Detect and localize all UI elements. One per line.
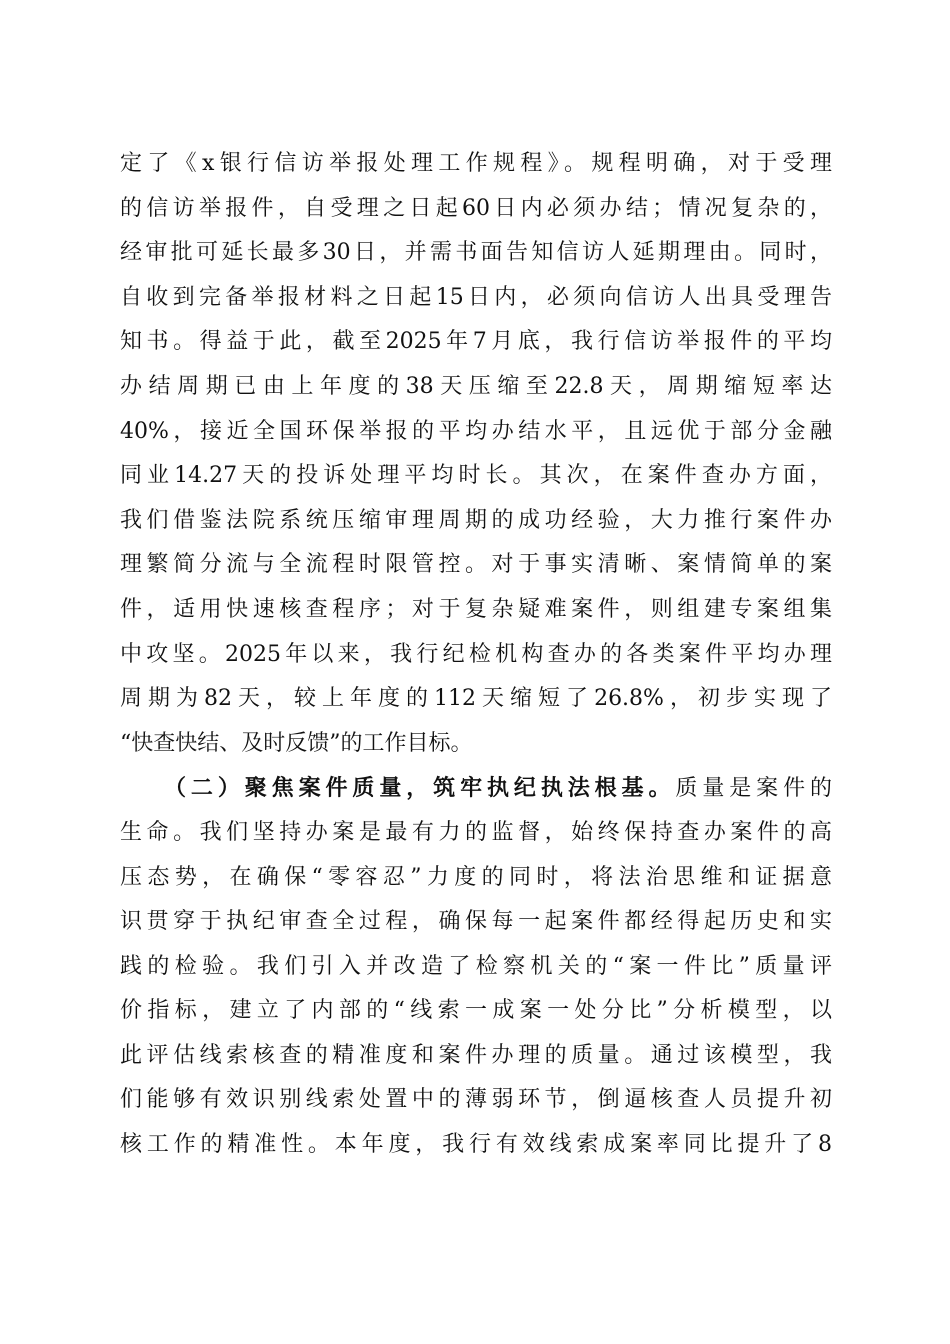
text-line: 的信访举报件，自受理之日起60日内必须办结；情况复杂的， <box>120 195 832 221</box>
text-line: 自收到完备举报材料之日起15日内，必须向信访人出具受理告 <box>120 284 832 310</box>
text-line: 知书。得益于此，截至2025年7月底，我行信访举报件的平均 <box>120 329 832 355</box>
text-line: 核工作的精准性。本年度，我行有效线索成案率同比提升了8 <box>120 1132 832 1158</box>
text-line: 周期为82天，较上年度的112天缩短了26.8%，初步实现了 <box>120 686 832 712</box>
text-line: 同业14.27天的投诉处理平均时长。其次，在案件查办方面， <box>120 463 832 489</box>
text-line: 件，适用快速核查程序；对于复杂疑难案件，则组建专案组集 <box>120 596 832 622</box>
text-line: 40%，接近全国环保举报的平均办结水平，且远优于部分金融 <box>120 418 832 444</box>
text-line: 我们借鉴法院系统压缩审理周期的成功经验，大力推行案件办 <box>120 507 832 533</box>
text-line: “快查快结、及时反馈”的工作目标。 <box>120 730 473 756</box>
text-line: 此评估线索核查的精准度和案件办理的质量。通过该模型，我 <box>120 1042 832 1068</box>
paragraph-2 <box>120 766 832 1167</box>
text-line: 价指标，建立了内部的“线索一成案一处分比”分析模型，以 <box>120 998 832 1024</box>
text-line: 们能够有效识别线索处置中的薄弱环节，倒逼核查人员提升初 <box>120 1087 832 1113</box>
paragraph-1 <box>120 142 832 766</box>
text-line: 中攻坚。2025年以来，我行纪检机构查办的各类案件平均办理 <box>120 641 832 667</box>
text-line: 压态势，在确保“零容忍”力度的同时，将法治思维和证据意 <box>120 864 832 890</box>
section-heading-continuation: 质量是案件的 <box>675 776 832 802</box>
section-heading: （二）聚焦案件质量，筑牢执纪执法根基。 <box>164 775 676 802</box>
text-line: 定了《x银行信访举报处理工作规程》。规程明确，对于受理 <box>120 151 832 176</box>
text-line: 践的检验。我们引入并改造了检察机关的“案一件比”质量评 <box>120 953 832 979</box>
text-line: 生命。我们坚持办案是最有力的监督，始终保持查办案件的高 <box>120 819 832 845</box>
text-line: 办结周期已由上年度的38天压缩至22.8天，周期缩短率达 <box>120 373 832 399</box>
paragraph-2-first-line <box>120 766 832 811</box>
text-line: 识贯穿于执纪审查全过程，确保每一起案件都经得起历史和实 <box>120 909 832 935</box>
text-line: 经审批可延长最多30日，并需书面告知信访人延期理由。同时， <box>120 240 832 266</box>
document-body <box>120 142 832 1168</box>
text-line: 理繁简分流与全流程时限管控。对于事实清晰、案情简单的案 <box>120 552 832 578</box>
